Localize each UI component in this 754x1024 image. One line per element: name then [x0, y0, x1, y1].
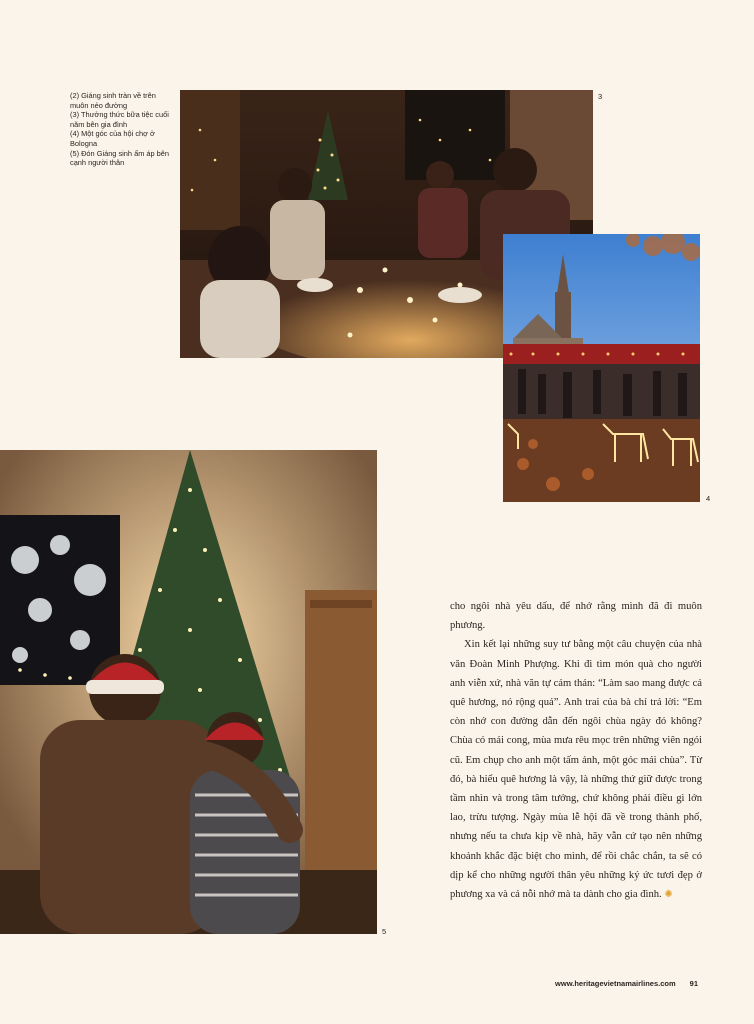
caption-5: (5) Đón Giáng sinh ấm áp bên cạnh người thân: [70, 148, 170, 168]
caption-2: (2) Giáng sinh tràn về trên muôn nẻo đường: [70, 91, 156, 110]
photo-number-5: 5: [382, 927, 387, 936]
article-body: [450, 597, 702, 904]
article-paragraph-2: [450, 635, 702, 904]
photo-couple-christmas-tree: [0, 450, 377, 934]
photo-number-4: 4: [706, 494, 711, 503]
photo-captions: [70, 91, 174, 168]
caption-4: (4) Một góc của hội chợ ở Bologna: [70, 129, 155, 148]
website-url: www.heritagevietnamairlines.com: [555, 979, 676, 988]
page-footer: [555, 979, 698, 988]
photo-bologna-market: [503, 234, 700, 502]
caption-3: (3) Thưởng thức bữa tiệc cuối năm bên gia đình: [70, 110, 169, 129]
page-number: 91: [689, 979, 698, 988]
article-paragraph-2-text: Xin kết lại những suy tư bằng một câu chuyện của nhà văn Đoàn Minh Phượng. Khi đi tìm món quà cho người anh viễn xứ, nhà văn tự cảm thán: “Làm sao mang được cả quê hương, nó rộng quá”. Anh trai của bà chỉ trả lời: “Em còn nhớ con đường dẫn đến ngôi chùa ngày đó không? Chùa có mái cong, mùa mưa rêu mọc trên những viên ngói cũ. Em chụp cho anh một tấm ảnh, một góc mái chùa”. Từ đó, bà hiểu quê hương là vậy, là những thứ giữ được trong tầm nhìn và trong tâm tưởng, chứ không phải điều gì lớn lao, trừu tượng. Ngày mùa lễ hội đã về trong thành phố, nhưng nếu ta chưa kịp về nhà, hãy vẫn cứ tạo nên những khoảnh khắc đặc biệt cho mình, để rồi chắc chắn, ta sẽ có dịp kể cho những người thân yêu những ký ức tươi đẹp ở phương xa và cả nỗi nhớ mà ta dành cho gia đình.: [450, 639, 702, 901]
photo-number-3: 3: [598, 92, 603, 101]
article-paragraph-1: cho ngôi nhà yêu dấu, để nhớ rằng mình đã đi muôn phương.: [450, 601, 702, 632]
sun-ornament-icon: ✺: [664, 889, 673, 901]
